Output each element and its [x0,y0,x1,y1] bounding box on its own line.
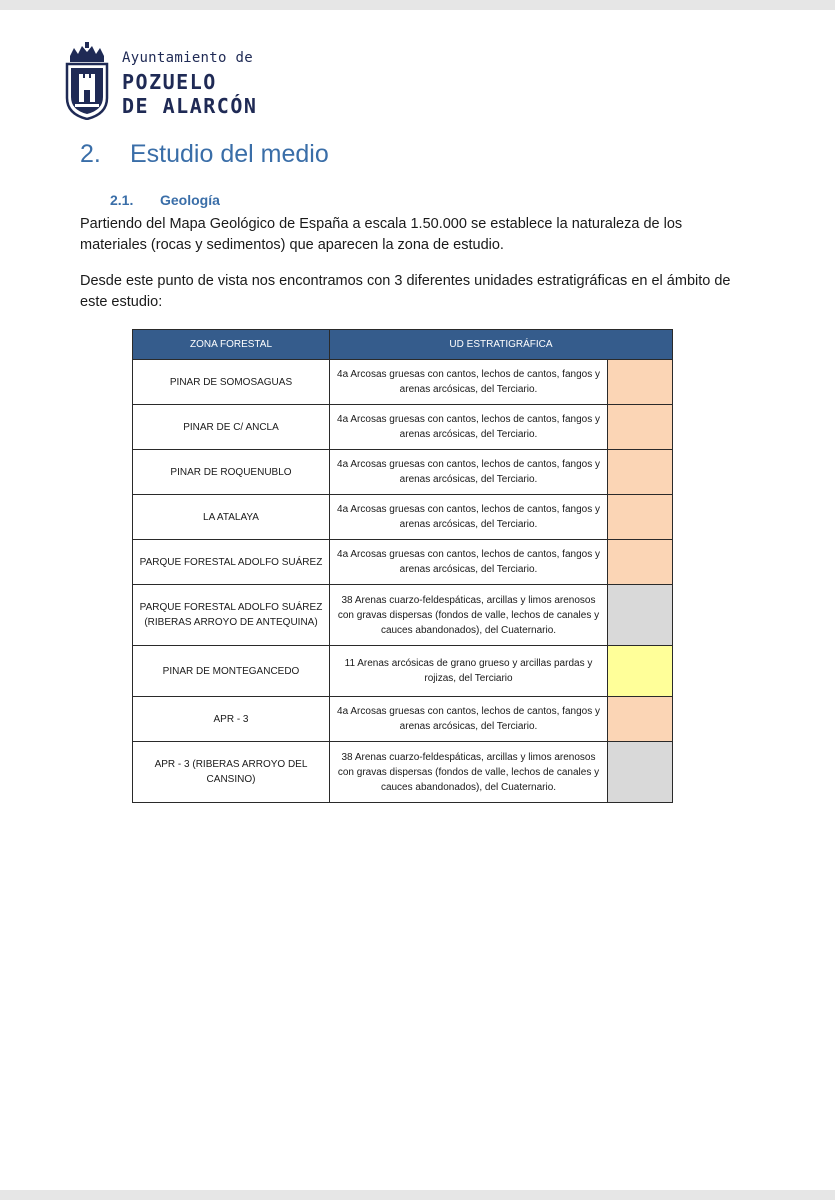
subsection-title: Geología [160,192,220,208]
unit-color-swatch [608,495,673,540]
unit-cell: 4a Arcosas gruesas con cantos, lechos de cantos, fangos y arenas arcósicas, del Terciario. [330,495,608,540]
brand-line-1: Ayuntamiento de [122,50,253,66]
unit-cell: 38 Arenas cuarzo-feldespáticas, arcillas y limos arenosos con gravas dispersas (fondos de valle, lechos de canales y cauces abandonados), del Cuaternario. [330,585,608,646]
zone-cell: LA ATALAYA [133,495,330,540]
unit-cell: 38 Arenas cuarzo-feldespáticas, arcillas y limos arenosos con gravas dispersas (fondos de valle, lechos de canales y cauces abandonados), del Cuaternario. [330,742,608,803]
table-row [133,697,673,742]
unit-cell: 4a Arcosas gruesas con cantos, lechos de cantos, fangos y arenas arcósicas, del Terciario. [330,697,608,742]
section-number: 2. [80,140,101,168]
zone-cell: PINAR DE C/ ANCLA [133,405,330,450]
stratigraphy-table [132,329,673,803]
section-heading [80,140,329,169]
section-title: Estudio del medio [130,140,329,168]
subsection-heading [110,192,220,208]
zone-cell: APR - 3 (RIBERAS ARROYO DEL CANSINO) [133,742,330,803]
letterhead [60,40,360,130]
brand-line-3: DE ALARCÓN [122,94,258,118]
column-header-zone: ZONA FORESTAL [133,330,330,360]
unit-cell: 4a Arcosas gruesas con cantos, lechos de cantos, fangos y arenas arcósicas, del Terciario. [330,450,608,495]
paragraph: Partiendo del Mapa Geológico de España a escala 1.50.000 se establece la naturaleza de los materiales (rocas y sedimentos) que aparecen la zona de estudio. [80,216,683,253]
unit-cell: 4a Arcosas gruesas con cantos, lechos de cantos, fangos y arenas arcósicas, del Terciario. [330,540,608,585]
unit-color-swatch [608,360,673,405]
zone-cell: PINAR DE ROQUENUBLO [133,450,330,495]
unit-cell: 11 Arenas arcósicas de grano grueso y arcillas pardas y rojizas, del Terciario [330,646,608,697]
unit-color-swatch [608,405,673,450]
page-edge-bottom [0,1190,835,1200]
zone-cell: APR - 3 [133,697,330,742]
unit-color-swatch [608,450,673,495]
subsection-number: 2.1. [110,192,134,208]
table-row [133,450,673,495]
zone-cell: PARQUE FORESTAL ADOLFO SUÁREZ [133,540,330,585]
table-row [133,405,673,450]
table-row [133,646,673,697]
zone-cell: PINAR DE SOMOSAGUAS [133,360,330,405]
coat-of-arms-icon [64,42,110,120]
zone-cell: PINAR DE MONTEGANCEDO [133,646,330,697]
unit-color-swatch [608,540,673,585]
zone-cell: PARQUE FORESTAL ADOLFO SUÁREZ (RIBERAS ARROYO DE ANTEQUINA) [133,585,330,646]
table-row [133,540,673,585]
unit-color-swatch [608,742,673,803]
table-row [133,742,673,803]
table-row [133,495,673,540]
column-header-unit: UD ESTRATIGRÁFICA [330,330,673,360]
unit-color-swatch [608,697,673,742]
municipality-name [122,50,257,118]
table-row [133,585,673,646]
unit-cell: 4a Arcosas gruesas con cantos, lechos de cantos, fangos y arenas arcósicas, del Terciario. [330,360,608,405]
paragraph: Desde este punto de vista nos encontramos con 3 diferentes unidades estratigráficas en el ámbito de este estudio: [80,273,731,310]
table-row [133,360,673,405]
unit-color-swatch [608,585,673,646]
table-header-row [133,330,673,360]
brand-line-2: POZUELO [122,70,217,94]
unit-color-swatch [608,646,673,697]
page-edge-top [0,0,835,10]
unit-cell: 4a Arcosas gruesas con cantos, lechos de cantos, fangos y arenas arcósicas, del Terciario. [330,405,608,450]
